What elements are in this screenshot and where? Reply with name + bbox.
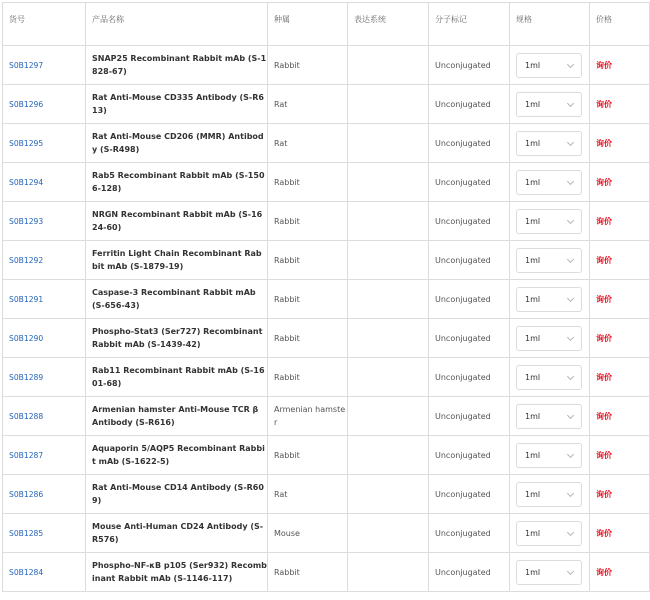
table-row (3, 319, 650, 358)
table-row (3, 553, 650, 592)
expression-cell (348, 514, 429, 553)
product-name: Phospho-NF-κB p105 (Ser932) Recombinant Rabbit mAb (S-1146-117) (86, 553, 268, 592)
spec-value: 1ml (525, 411, 541, 421)
inquire-price-link[interactable]: 询价 (596, 528, 612, 538)
price-cell (590, 280, 650, 319)
id-cell (3, 241, 86, 280)
label-cell: Unconjugated (429, 319, 510, 358)
table-row (3, 241, 650, 280)
label-cell: Unconjugated (429, 163, 510, 202)
table-row (3, 397, 650, 436)
species-cell: Rabbit (268, 319, 348, 358)
spec-select[interactable] (516, 170, 582, 195)
product-id-link[interactable]: S0B1289 (9, 372, 44, 382)
chevron-down-icon (567, 372, 574, 379)
chevron-down-icon (567, 216, 574, 223)
inquire-price-link[interactable]: 询价 (596, 294, 612, 304)
product-name: Phospho-Stat3 (Ser727) Recombinant Rabbit mAb (S-1439-42) (86, 319, 268, 358)
species-cell: Mouse (268, 514, 348, 553)
product-id-link[interactable]: S0B1288 (9, 411, 44, 421)
id-cell (3, 397, 86, 436)
table-header-row (3, 3, 650, 46)
chevron-down-icon (567, 60, 574, 67)
spec-cell (510, 475, 590, 514)
spec-cell (510, 436, 590, 475)
id-cell (3, 46, 86, 85)
spec-cell (510, 241, 590, 280)
spec-cell (510, 202, 590, 241)
label-cell: Unconjugated (429, 553, 510, 592)
header-spec: 规格 (510, 3, 590, 46)
label-cell: Unconjugated (429, 475, 510, 514)
expression-cell (348, 436, 429, 475)
product-id-link[interactable]: S0B1295 (9, 138, 44, 148)
spec-select[interactable] (516, 326, 582, 351)
species-cell: Armenian hamster (268, 397, 348, 436)
expression-cell (348, 202, 429, 241)
header-expression: 表达系统 (348, 3, 429, 46)
spec-select[interactable] (516, 92, 582, 117)
label-cell: Unconjugated (429, 85, 510, 124)
spec-cell (510, 280, 590, 319)
price-cell (590, 514, 650, 553)
chevron-down-icon (567, 489, 574, 496)
product-name: Caspase-3 Recombinant Rabbit mAb (S-656-43) (86, 280, 268, 319)
spec-select[interactable] (516, 404, 582, 429)
product-name: Rat Anti-Mouse CD14 Antibody (S-R609) (86, 475, 268, 514)
price-cell (590, 124, 650, 163)
price-cell (590, 241, 650, 280)
product-id-link[interactable]: S0B1294 (9, 177, 44, 187)
product-table (2, 2, 650, 592)
spec-select[interactable] (516, 365, 582, 390)
id-cell (3, 553, 86, 592)
expression-cell (348, 124, 429, 163)
spec-value: 1ml (525, 528, 541, 538)
table-row (3, 202, 650, 241)
species-cell: Rabbit (268, 202, 348, 241)
price-cell (590, 397, 650, 436)
table-row (3, 46, 650, 85)
spec-value: 1ml (525, 567, 541, 577)
product-name: Armenian hamster Anti-Mouse TCR β Antibody (S-R616) (86, 397, 268, 436)
expression-cell (348, 241, 429, 280)
product-name: SNAP25 Recombinant Rabbit mAb (S-1828-67) (86, 46, 268, 85)
inquire-price-link[interactable]: 询价 (596, 138, 612, 148)
inquire-price-link[interactable]: 询价 (596, 489, 612, 499)
product-name: Rat Anti-Mouse CD206 (MMR) Antibody (S-R498) (86, 124, 268, 163)
product-id-link[interactable]: S0B1287 (9, 450, 44, 460)
table-row (3, 124, 650, 163)
expression-cell (348, 475, 429, 514)
spec-select[interactable] (516, 482, 582, 507)
label-cell: Unconjugated (429, 514, 510, 553)
spec-select[interactable] (516, 209, 582, 234)
spec-cell (510, 397, 590, 436)
spec-value: 1ml (525, 177, 541, 187)
spec-value: 1ml (525, 138, 541, 148)
chevron-down-icon (567, 99, 574, 106)
spec-cell (510, 514, 590, 553)
id-cell (3, 475, 86, 514)
spec-select[interactable] (516, 443, 582, 468)
spec-value: 1ml (525, 489, 541, 499)
spec-value: 1ml (525, 255, 541, 265)
product-name: Rat Anti-Mouse CD335 Antibody (S-R613) (86, 85, 268, 124)
label-cell: Unconjugated (429, 46, 510, 85)
price-cell (590, 163, 650, 202)
price-cell (590, 553, 650, 592)
chevron-down-icon (567, 177, 574, 184)
species-cell: Rabbit (268, 241, 348, 280)
price-cell (590, 358, 650, 397)
species-cell: Rabbit (268, 280, 348, 319)
table-row (3, 280, 650, 319)
expression-cell (348, 397, 429, 436)
price-cell (590, 436, 650, 475)
inquire-price-link[interactable]: 询价 (596, 99, 612, 109)
product-name: Aquaporin 5/AQP5 Recombinant Rabbit mAb (S-1622-5) (86, 436, 268, 475)
inquire-price-link[interactable]: 询价 (596, 333, 612, 343)
product-id-link[interactable]: S0B1286 (9, 489, 44, 499)
label-cell: Unconjugated (429, 397, 510, 436)
product-id-link[interactable]: S0B1293 (9, 216, 44, 226)
spec-cell (510, 553, 590, 592)
chevron-down-icon (567, 294, 574, 301)
chevron-down-icon (567, 138, 574, 145)
product-id-link[interactable]: S0B1296 (9, 99, 44, 109)
species-cell: Rabbit (268, 358, 348, 397)
species-cell: Rat (268, 475, 348, 514)
chevron-down-icon (567, 567, 574, 574)
id-cell (3, 85, 86, 124)
id-cell (3, 514, 86, 553)
price-cell (590, 85, 650, 124)
chevron-down-icon (567, 255, 574, 262)
spec-cell (510, 319, 590, 358)
species-cell: Rabbit (268, 46, 348, 85)
inquire-price-link[interactable]: 询价 (596, 372, 612, 382)
id-cell (3, 358, 86, 397)
spec-select[interactable] (516, 131, 582, 156)
id-cell (3, 124, 86, 163)
spec-cell (510, 85, 590, 124)
spec-value: 1ml (525, 450, 541, 460)
species-cell: Rat (268, 85, 348, 124)
inquire-price-link[interactable]: 询价 (596, 177, 612, 187)
inquire-price-link[interactable]: 询价 (596, 450, 612, 460)
expression-cell (348, 46, 429, 85)
price-cell (590, 46, 650, 85)
spec-cell (510, 46, 590, 85)
price-cell (590, 475, 650, 514)
price-cell (590, 319, 650, 358)
species-cell: Rabbit (268, 553, 348, 592)
product-id-link[interactable]: S0B1285 (9, 528, 44, 538)
table-row (3, 475, 650, 514)
expression-cell (348, 85, 429, 124)
expression-cell (348, 280, 429, 319)
species-cell: Rabbit (268, 436, 348, 475)
product-id-link[interactable]: S0B1292 (9, 255, 44, 265)
table-row (3, 358, 650, 397)
product-id-link[interactable]: S0B1284 (9, 567, 44, 577)
label-cell: Unconjugated (429, 202, 510, 241)
header-price: 价格 (590, 3, 650, 46)
label-cell: Unconjugated (429, 436, 510, 475)
header-species: 种属 (268, 3, 348, 46)
spec-cell (510, 124, 590, 163)
label-cell: Unconjugated (429, 280, 510, 319)
spec-value: 1ml (525, 333, 541, 343)
header-id: 货号 (3, 3, 86, 46)
spec-select[interactable] (516, 248, 582, 273)
chevron-down-icon (567, 450, 574, 457)
inquire-price-link[interactable]: 询价 (596, 60, 612, 70)
inquire-price-link[interactable]: 询价 (596, 255, 612, 265)
spec-select[interactable] (516, 287, 582, 312)
id-cell (3, 319, 86, 358)
table-row (3, 85, 650, 124)
product-id-link[interactable]: S0B1290 (9, 333, 44, 343)
spec-value: 1ml (525, 216, 541, 226)
spec-select[interactable] (516, 521, 582, 546)
header-label: 分子标记 (429, 3, 510, 46)
product-name: Ferritin Light Chain Recombinant Rabbit mAb (S-1879-19) (86, 241, 268, 280)
product-name: Rab5 Recombinant Rabbit mAb (S-1506-128) (86, 163, 268, 202)
species-cell: Rabbit (268, 163, 348, 202)
chevron-down-icon (567, 411, 574, 418)
table-row (3, 514, 650, 553)
product-name: NRGN Recombinant Rabbit mAb (S-1624-60) (86, 202, 268, 241)
expression-cell (348, 163, 429, 202)
id-cell (3, 163, 86, 202)
id-cell (3, 436, 86, 475)
product-name: Rab11 Recombinant Rabbit mAb (S-1601-68) (86, 358, 268, 397)
label-cell: Unconjugated (429, 124, 510, 163)
price-cell (590, 202, 650, 241)
chevron-down-icon (567, 333, 574, 340)
spec-value: 1ml (525, 99, 541, 109)
label-cell: Unconjugated (429, 358, 510, 397)
inquire-price-link[interactable]: 询价 (596, 411, 612, 421)
table-row (3, 436, 650, 475)
spec-cell (510, 358, 590, 397)
inquire-price-link[interactable]: 询价 (596, 216, 612, 226)
spec-value: 1ml (525, 372, 541, 382)
spec-select[interactable] (516, 53, 582, 78)
chevron-down-icon (567, 528, 574, 535)
product-name: Mouse Anti-Human CD24 Antibody (S-R576) (86, 514, 268, 553)
inquire-price-link[interactable]: 询价 (596, 567, 612, 577)
label-cell: Unconjugated (429, 241, 510, 280)
spec-value: 1ml (525, 294, 541, 304)
expression-cell (348, 553, 429, 592)
expression-cell (348, 319, 429, 358)
spec-value: 1ml (525, 60, 541, 70)
spec-select[interactable] (516, 560, 582, 585)
table-row (3, 163, 650, 202)
id-cell (3, 202, 86, 241)
header-name: 产品名称 (86, 3, 268, 46)
species-cell: Rat (268, 124, 348, 163)
product-id-link[interactable]: S0B1291 (9, 294, 44, 304)
spec-cell (510, 163, 590, 202)
expression-cell (348, 358, 429, 397)
id-cell (3, 280, 86, 319)
product-id-link[interactable]: S0B1297 (9, 60, 44, 70)
